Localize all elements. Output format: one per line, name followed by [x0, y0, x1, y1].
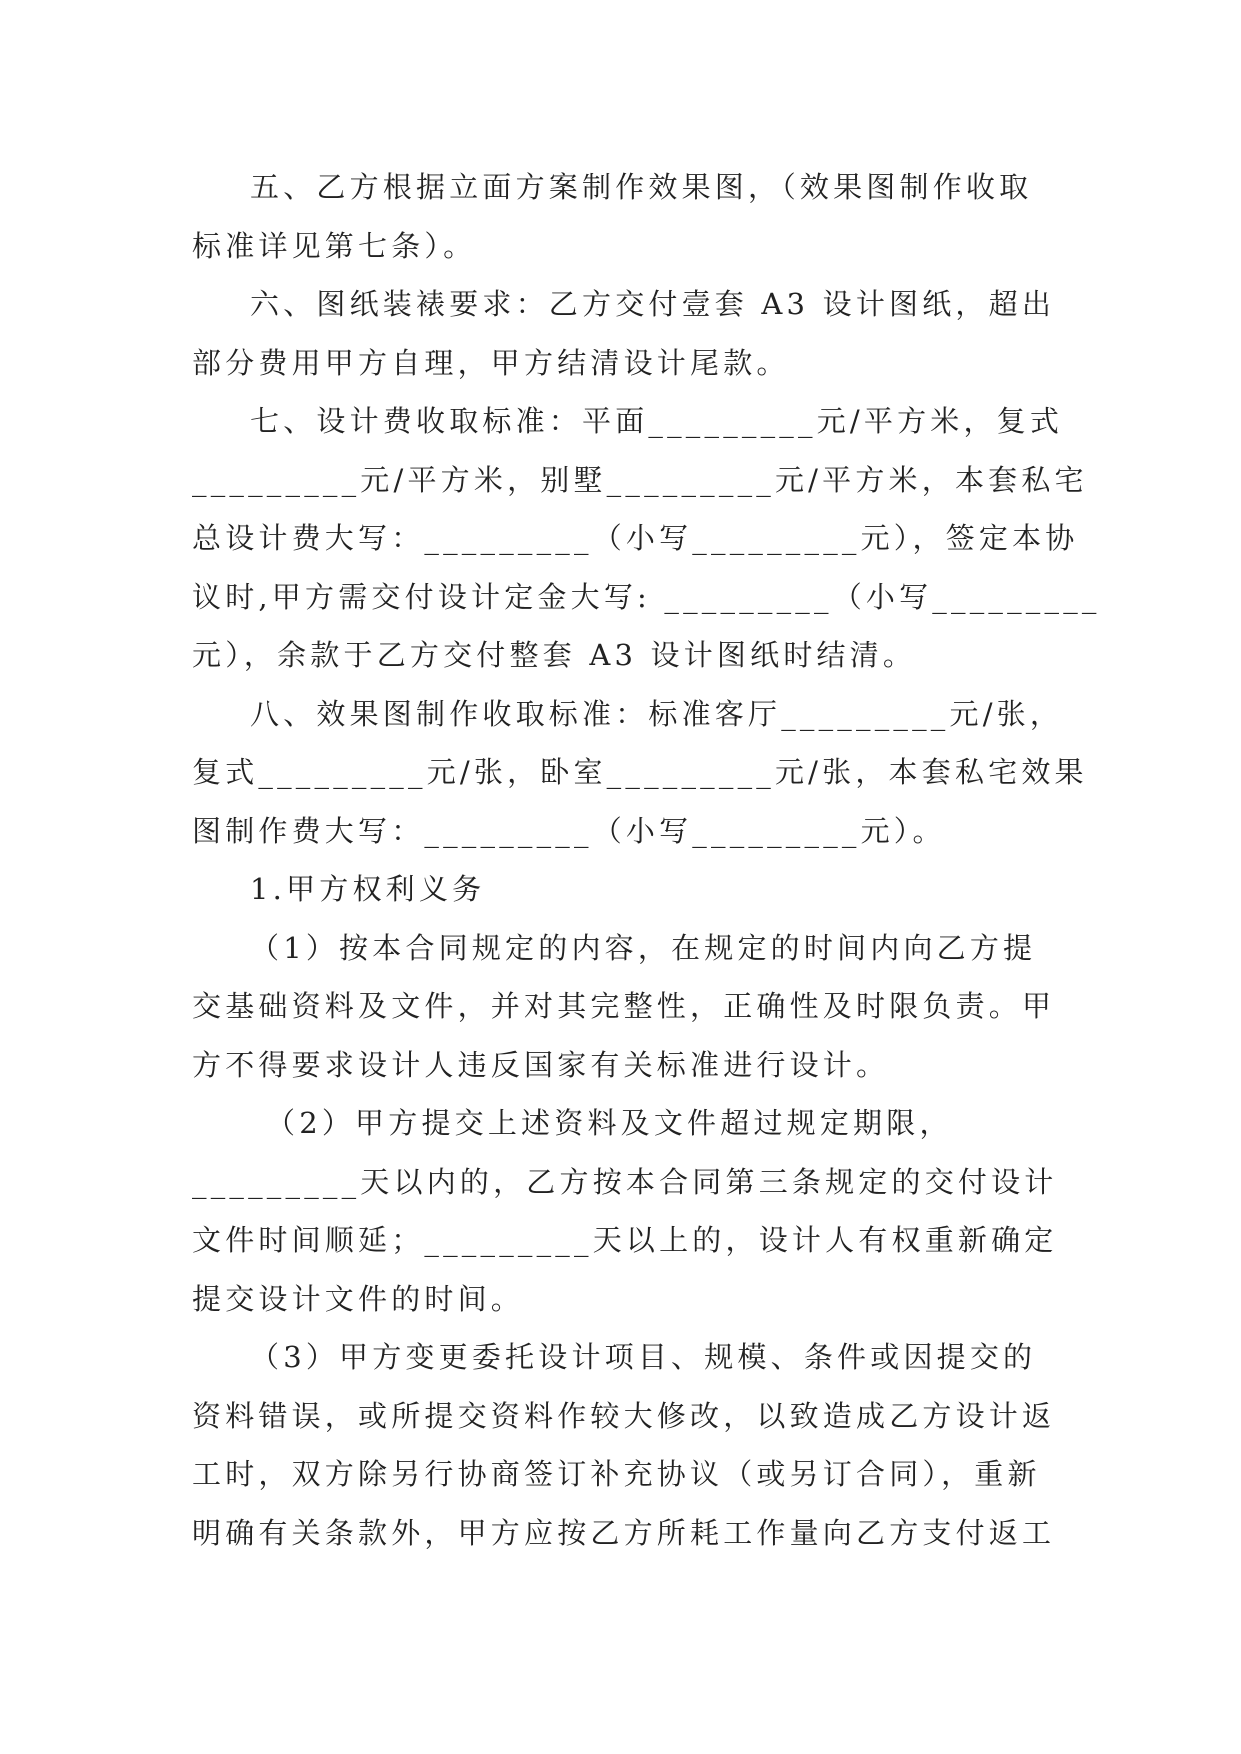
text-line: 六、图纸装裱要求：乙方交付壹套 A3 设计图纸，超出	[250, 287, 1056, 321]
text-line: 标准详见第七条）。	[192, 228, 477, 263]
text-line: （3）甲方变更委托设计项目、规模、条件或因提交的	[250, 1340, 1037, 1374]
text-line: 图制作费大写：_________（小写_________元）。	[192, 813, 946, 848]
text-line: 工时，双方除另行协商签订补充协议（或另订合同），重新	[192, 1457, 1041, 1491]
text-line: 文件时间顺延；_________天以上的，设计人有权重新确定	[192, 1223, 1058, 1257]
text-line: 交基础资料及文件，并对其完整性，正确性及时限负责。甲	[192, 989, 1056, 1023]
text-line: 八、效果图制作收取标准：标准客厅_________元/张，	[250, 696, 1064, 731]
text-line: 总设计费大写：_________（小写_________元），签定本协	[192, 521, 1079, 555]
text-line: 明确有关条款外，甲方应按乙方所耗工作量向乙方支付返工	[192, 1515, 1056, 1550]
text-line: 七、设计费收取标准：平面_________元/平方米，复式	[250, 404, 1064, 438]
text-line: 提交设计文件的时间。	[192, 1281, 525, 1316]
text-line: 五、乙方根据立面方案制作效果图，（效果图制作收取	[250, 170, 1033, 204]
text-line: 元），余款于乙方交付整套 A3 设计图纸时结清。	[192, 638, 917, 672]
section-heading: 1.甲方权利义务	[250, 872, 486, 906]
text-line: 部分费用甲方自理，甲方结清设计尾款。	[192, 345, 790, 380]
text-line: _________天以内的，乙方按本合同第三条规定的交付设计	[192, 1164, 1058, 1199]
text-line: （1）按本合同规定的内容，在规定的时间内向乙方提	[250, 930, 1037, 965]
text-line: 方不得要求设计人违反国家有关标准进行设计。	[192, 1047, 890, 1082]
text-line: _________元/平方米，别墅_________元/平方米，本套私宅	[192, 462, 1088, 497]
text-line: 资料错误，或所提交资料作较大修改，以致造成乙方设计返	[192, 1398, 1056, 1433]
text-line: 复式_________元/张，卧室_________元/张，本套私宅效果	[192, 755, 1088, 789]
document-body	[192, 158, 1101, 1562]
text-line: 议时,甲方需交付设计定金大写: _________（小写_________	[192, 579, 1101, 614]
text-line: （2）甲方提交上述资料及文件超过规定期限，	[266, 1106, 953, 1140]
